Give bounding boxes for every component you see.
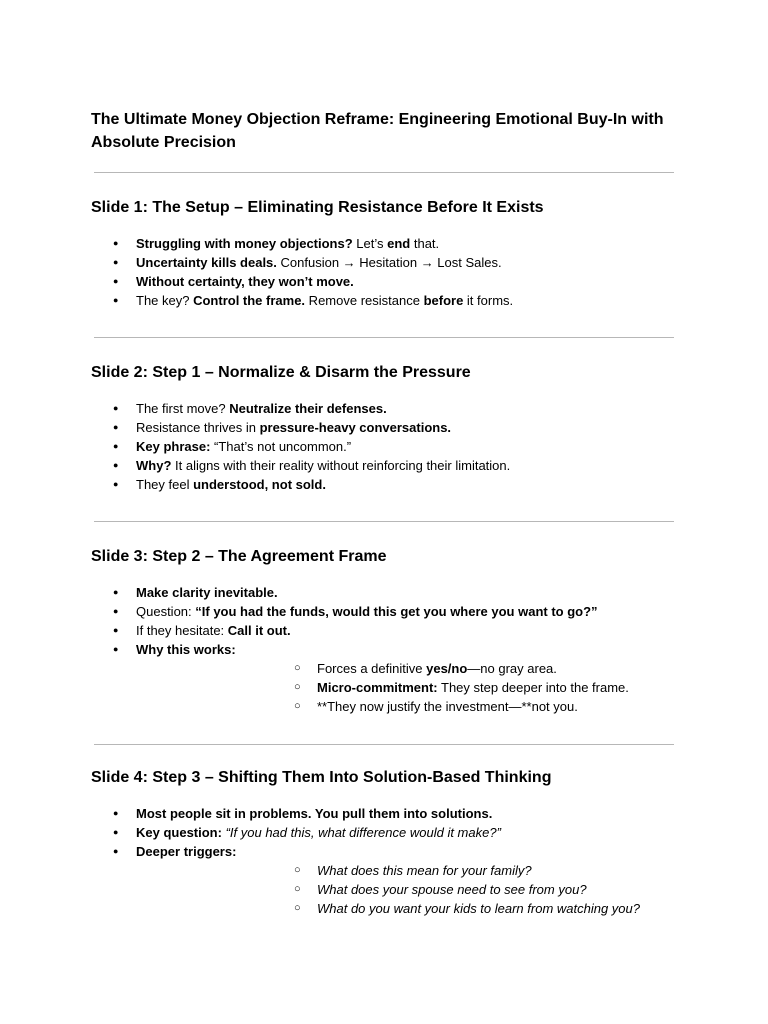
italic-text: What does your spouse need to see from you?: [317, 882, 587, 897]
section-divider: [94, 744, 674, 745]
bold-text: Control the frame.: [193, 293, 306, 308]
bullet-list-slide-3: [0, 583, 700, 716]
bullet-item: [0, 456, 700, 475]
bullet-item: [0, 234, 700, 253]
sub-bullet-item: [136, 697, 700, 716]
body-text: Forces a definitive: [317, 661, 427, 676]
body-text: “That’s not uncommon.”: [210, 439, 352, 454]
bold-text: Call it out.: [227, 623, 291, 638]
body-text: It aligns with their reality without reinforcing their limitation.: [171, 458, 511, 473]
bold-text: Why this works:: [136, 642, 236, 657]
sub-bullet-item: [136, 899, 700, 918]
body-text: —no gray area.: [467, 661, 557, 676]
bullet-list-slide-1: [0, 234, 700, 310]
bold-text: Without certainty, they won’t move.: [136, 274, 354, 289]
section-heading-slide-3: Slide 3: Step 2 – The Agreement Frame: [91, 548, 387, 565]
bold-text: Struggling with money objections?: [136, 236, 353, 251]
body-text: that.: [410, 236, 440, 251]
bullet-item: [0, 437, 700, 456]
bullet-item: [0, 583, 700, 602]
body-text: If they hesitate:: [136, 623, 228, 638]
bullet-item: [0, 842, 700, 918]
section-heading-slide-4: Slide 4: Step 3 – Shifting Them Into Solution-Based Thinking: [91, 769, 552, 786]
bullet-item: [0, 640, 700, 716]
body-text: Confusion → Hesitation → Lost Sales.: [276, 255, 502, 270]
italic-text: What do you want your kids to learn from watching you?: [317, 901, 640, 916]
section-heading-slide-2: Slide 2: Step 1 – Normalize & Disarm the Pressure: [91, 364, 471, 381]
bullet-item: [0, 272, 700, 291]
bullet-item: [0, 621, 700, 640]
bold-text: understood, not sold.: [193, 477, 326, 492]
document-title: The Ultimate Money Objection Reframe: Engineering Emotional Buy-In with Absolute Precision: [91, 111, 664, 151]
bold-text: yes/no: [426, 661, 468, 676]
bold-text: Why?: [136, 458, 172, 473]
bullet-item: [0, 475, 700, 494]
bold-text: Micro-commitment:: [317, 680, 438, 695]
section-divider: [94, 337, 674, 338]
sub-bullet-list: [136, 861, 700, 918]
body-text: Remove resistance: [305, 293, 424, 308]
sub-bullet-item: [136, 861, 700, 880]
bold-text: Uncertainty kills deals.: [136, 255, 277, 270]
bullet-list-slide-2: [0, 399, 700, 494]
bold-text: pressure-heavy conversations.: [259, 420, 452, 435]
bullet-item: [0, 253, 700, 272]
bullet-item: [0, 823, 700, 842]
bullet-item: [0, 602, 700, 621]
body-text: Resistance thrives in: [136, 420, 260, 435]
bullet-item: [0, 418, 700, 437]
italic-text: “If you had this, what difference would it make?”: [225, 825, 501, 840]
body-text: They step deeper into the frame.: [437, 680, 629, 695]
bold-text: Key question:: [136, 825, 222, 840]
bold-text: Most people sit in problems. You pull them into solutions.: [136, 806, 493, 821]
body-text: The first move?: [136, 401, 230, 416]
bullet-item: [0, 804, 700, 823]
bullet-list-slide-4: [0, 804, 700, 918]
sub-bullet-item: [136, 678, 700, 697]
bold-text: Neutralize their defenses.: [229, 401, 387, 416]
section-divider: [94, 172, 674, 173]
bold-text: “If you had the funds, would this get you where you want to go?”: [195, 604, 598, 619]
body-text: **They now justify the investment—**not you.: [317, 699, 578, 714]
body-text: Question:: [136, 604, 196, 619]
section-heading-slide-1: Slide 1: The Setup – Eliminating Resistance Before It Exists: [91, 199, 544, 216]
bold-text: Deeper triggers:: [136, 844, 237, 859]
body-text: it forms.: [463, 293, 514, 308]
bold-text: end: [387, 236, 411, 251]
bold-text: Key phrase:: [136, 439, 211, 454]
sub-bullet-list: [136, 659, 700, 716]
bullet-item: [0, 291, 700, 310]
bullet-item: [0, 399, 700, 418]
sub-bullet-item: [136, 659, 700, 678]
bold-text: before: [423, 293, 464, 308]
body-text: They feel: [136, 477, 194, 492]
italic-text: What does this mean for your family?: [317, 863, 532, 878]
body-text: Let’s: [352, 236, 388, 251]
body-text: The key?: [136, 293, 194, 308]
sub-bullet-item: [136, 880, 700, 899]
section-divider: [94, 521, 674, 522]
bold-text: Make clarity inevitable.: [136, 585, 278, 600]
